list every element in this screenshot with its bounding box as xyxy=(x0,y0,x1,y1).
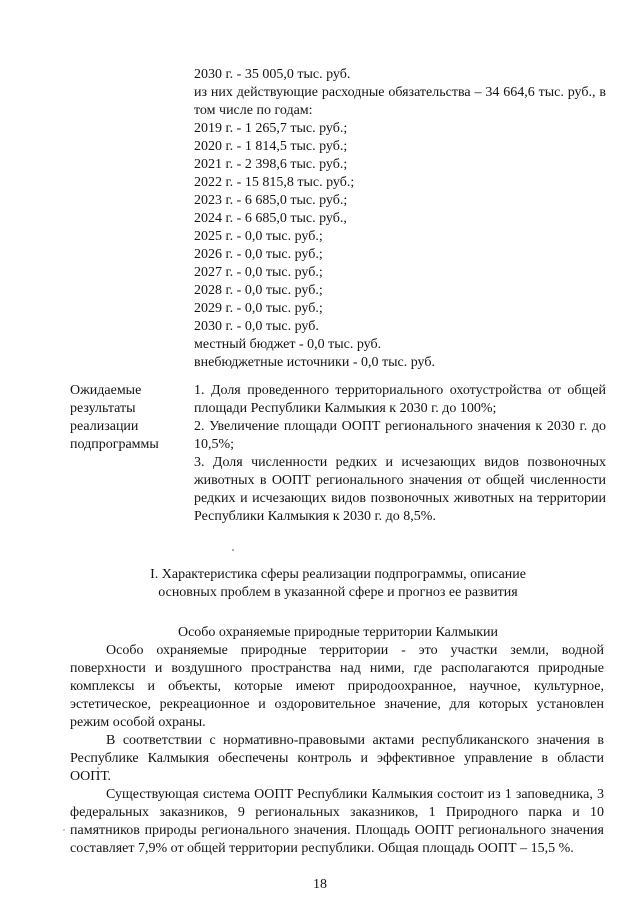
scan-speck xyxy=(299,659,300,660)
funding-line: внебюджетные источники - 0,0 тыс. руб. xyxy=(194,355,435,370)
funding-line: 2026 г. - 0,0 тыс. руб.; xyxy=(194,247,323,262)
label-line: Ожидаемые xyxy=(70,383,142,398)
funding-line: 2030 г. - 0,0 тыс. руб. xyxy=(194,319,319,334)
label-line: реализации xyxy=(70,419,139,434)
label-line: результаты xyxy=(70,401,136,416)
funding-line: из них действующие расходные обязательства – 34 664,6 тыс. руб., в том числе по годам: xyxy=(194,85,606,118)
funding-line: 2027 г. - 0,0 тыс. руб.; xyxy=(194,265,323,280)
funding-line: 2019 г. - 1 265,7 тыс. руб.; xyxy=(194,121,348,136)
heading-line: I. Характеристика сферы реализации подпрограммы, описание xyxy=(150,567,526,582)
funding-line: 2028 г. - 0,0 тыс. руб.; xyxy=(194,283,323,298)
paragraph: Существующая система ООПТ Республики Калмыкия состоит из 1 заповедника, 3 федеральных заказников, 9 региональных заказников, 1 Природного парка и 10 памятников природы регионального значения. Площадь ООПТ регионального значения составляет 7,9% от общей территории республики. Общая площадь ООПТ – 15,5 %. xyxy=(70,787,604,856)
result-item: 1. Доля проведенного территориального охотустройства от общей площади Республики Калмыкия к 2030 г. до 100%; xyxy=(194,383,606,416)
heading-line: основных проблем в указанной сфере и прогноз ее развития xyxy=(158,585,518,600)
scan-speck xyxy=(63,829,64,830)
funding-line: 2029 г. - 0,0 тыс. руб.; xyxy=(194,301,323,316)
funding-line: 2023 г. - 6 685,0 тыс. руб.; xyxy=(194,193,348,208)
result-item: 2. Увеличение площади ООПТ регионального значения к 2030 г. до 10,5%; xyxy=(194,419,606,452)
funding-line: 2020 г. - 1 814,5 тыс. руб.; xyxy=(194,139,348,154)
funding-line: 2021 г. - 2 398,6 тыс. руб.; xyxy=(194,157,348,172)
funding-line: местный бюджет - 0,0 тыс. руб. xyxy=(194,337,382,352)
result-item: 3. Доля численности редких и исчезающих видов позвоночных животных в ООПТ регионального значения от общей численности редких и исчезающих видов позвоночных животных на территории Республики Калмыкия к 2030 г. до 8,5%. xyxy=(194,455,606,524)
scan-speck xyxy=(232,549,234,551)
paragraph: В соответствии с нормативно-правовыми актами республиканского значения в Республике Калмыкия обеспечены контроль и эффективное управление в области ООПТ. xyxy=(70,733,604,784)
paragraph: Особо охраняемые природные территории - это участки земли, водной поверхности и воздушного пространства над ними, где располагаются природные комплексы и объекты, которые имеют природоохранное, научное, культурное, эстетическое, рекреационное и оздоровительное значение, для которых установлен режим особой охраны. xyxy=(70,643,604,730)
funding-line: 2025 г. - 0,0 тыс. руб.; xyxy=(194,229,323,244)
funding-line: 2022 г. - 15 815,8 тыс. руб.; xyxy=(194,175,355,190)
scan-speck xyxy=(97,767,98,768)
page-number: 18 xyxy=(313,877,327,892)
funding-line: 2030 г. - 35 005,0 тыс. руб. xyxy=(194,67,351,82)
funding-line: 2024 г. - 6 685,0 тыс. руб., xyxy=(194,211,347,226)
label-line: подпрограммы xyxy=(70,437,159,452)
section-subtitle: Особо охраняемые природные территории Калмыкии xyxy=(177,625,499,640)
